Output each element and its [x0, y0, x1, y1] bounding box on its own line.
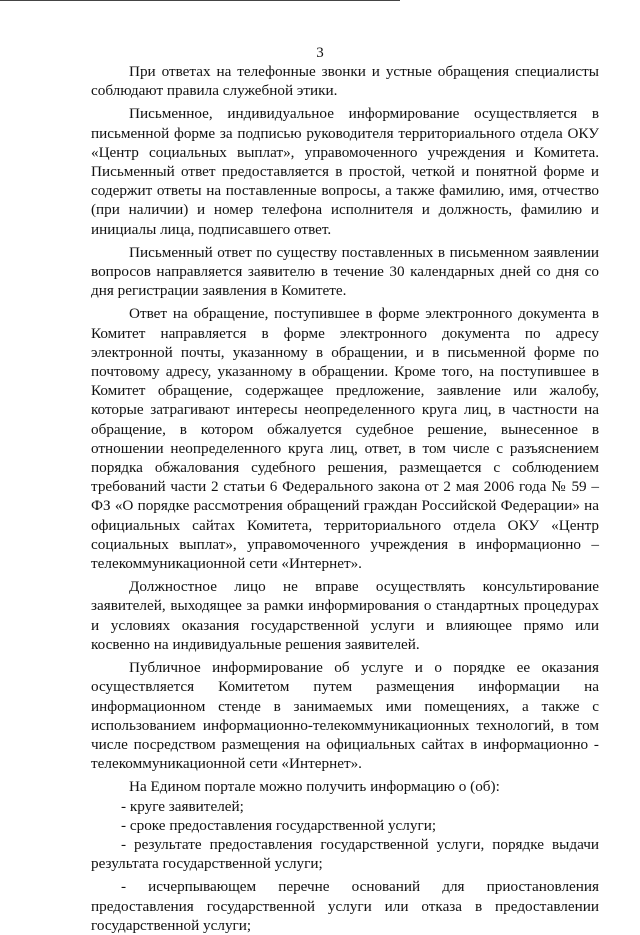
list-item-result: - результате предоставления государственной услуги, порядке выдачи результата государственной услуги;	[91, 835, 599, 873]
paragraph-written-informing: Письменное, индивидуальное информирование осуществляется в письменной форме за подписью руководителя территориального отдела ОКУ «Центр социальных выплат», управомоченного учреждения и Комитета. Письменный ответ предоставляется в простой, четкой и понятной форме и содержит ответы на поставленные вопросы, а также фамилию, имя, отчество (при наличии) и номер телефона исполнителя и должность, фамилию и инициалы лица, подписавшего ответ.	[91, 105, 599, 238]
top-rule	[0, 0, 400, 1]
list-item-term: - сроке предоставления государственной услуги;	[121, 816, 437, 834]
paragraph-portal-intro: На Едином портале можно получить информацию о (об):	[129, 778, 500, 796]
paragraph-official-restrictions: Должностное лицо не вправе осуществлять консультирование заявителей, выходящее за рамки информирования о стандартных процедурах и условиях оказания государственной услуги и влияющее прямо или косвенно на индивидуальные решения заявителей.	[91, 578, 599, 653]
page-number: 3	[316, 45, 324, 61]
paragraph-written-response-term: Письменный ответ по существу поставленных в письменном заявлении вопросов направляется заявителю в течение 30 календарных дней со дня со дня регистрации заявления в Комитете.	[91, 243, 599, 300]
paragraph-public-informing: Публичное информирование об услуге и о порядке ее оказания осуществляется Комитетом путем размещения информации на информационном стенде в занимаемых ими помещениях, а также с использованием информационно-телекоммуникационных технологий, в том числе посредством размещения на официальных сайтах в информационно - телекоммуникационной сети «Интернет».	[91, 659, 599, 773]
document-body	[91, 62, 599, 935]
paragraph-electronic-response: Ответ на обращение, поступившее в форме электронного документа в Комитет направляется в форме электронного документа по адресу электронной почты, указанному в обращении, и в письменной форме по почтовому адресу, указанному в обращении. Кроме того, на поступившее в Комитет обращение, содержащее предложение, заявление или жалобу, которые затрагивают интересы неопределенного круга лиц, в частности на обращение, в котором обжалуется судебное решение, вынесенное в отношении неопределенного круга лиц, ответ, в том числе с разъяснением порядка обжалования судебного решения, размещается с соблюдением требований части 2 статьи 6 Федерального закона от 2 мая 2006 года № 59 – ФЗ «О порядке рассмотрения обращений граждан Российской Федерации» на официальных сайтах Комитета, территориального отдела ОКУ «Центр социальных выплат», управомоченного учреждения в информационно – телекоммуникационной сети «Интернет».	[91, 305, 599, 573]
list-item-grounds: - исчерпывающем перечне оснований для приостановления предоставления государственной услуги или отказа в предоставлении государственной услуги;	[91, 878, 599, 934]
list-item-applicants: - круге заявителей;	[121, 797, 244, 815]
paragraph-phone-ethics: При ответах на телефонные звонки и устные обращения специалисты соблюдают правила служебной этики.	[91, 63, 599, 100]
